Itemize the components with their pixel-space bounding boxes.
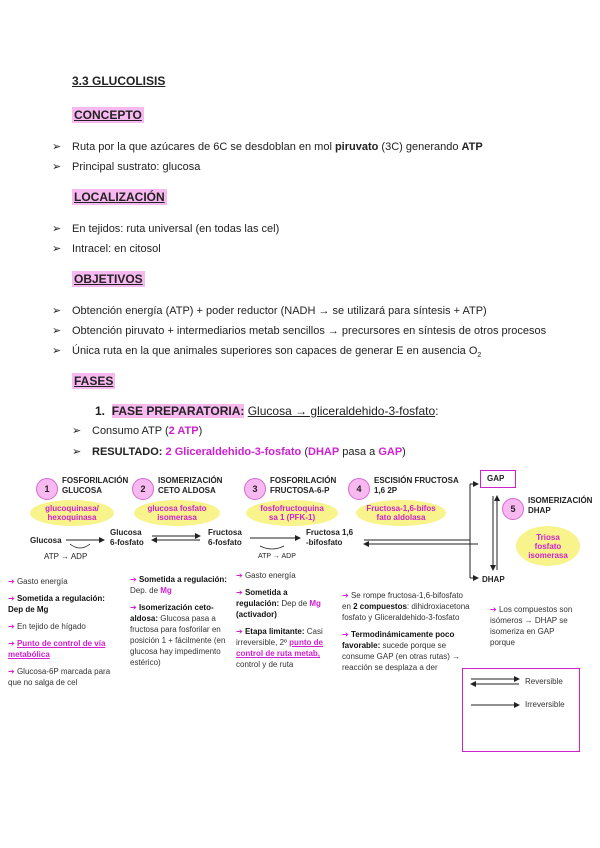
arrow-bullet-icon: ➢ <box>52 345 62 357</box>
phase-1-title: 1. FASE PREPARATORIA: Glucosa → gliceraldehido-3-fosfato: <box>95 404 439 418</box>
section-localizacion-heading: LOCALIZACIÓN <box>74 190 165 204</box>
atp-adp-1: ATP → ADP <box>44 552 88 561</box>
notes-step-4: ➔ Se rompe fructosa-1,6-bifosfato en 2 compuestos: dihidroxiacetona fosfato y Gliceraldehido-3-fosfato ➔ Termodinámicamente poco favorable: sucede porque se consume GAP (en otras rutas) → reacción se desplaza a der <box>342 591 470 672</box>
arrow-bullet-icon: ➢ <box>52 325 62 337</box>
step-2-circle: 2 <box>132 478 154 500</box>
notes-step-1: ➔ Gasto energía ➔ Sometida a regulación: Dep de Mg ➔ En tejido de hígado ➔ Punto de control de vía metabólica ➔ Glucosa-6P marcada para que no salga de cel <box>8 577 111 687</box>
legend-irreversible: Irreversible <box>525 700 565 709</box>
page-title: 3.3 GLUCOLISIS <box>72 74 166 88</box>
legend-reversible: Reversible <box>525 677 563 686</box>
phase-consumo: ➢ Consumo ATP (2 ATP) <box>72 425 203 437</box>
atp-adp-2: ATP → ADP <box>258 553 296 560</box>
section-fases-heading: FASES <box>74 374 114 388</box>
molecule-glucosa: Glucosa <box>30 536 62 545</box>
concepto-bullet-1: ➢ Ruta por la que azúcares de 6C se desdoblan en mol piruvato (3C) generando ATP <box>52 141 483 153</box>
step-4-circle: 4 <box>348 478 370 500</box>
localizacion-bullet-2: ➢ Intracel: en citosol <box>52 243 161 255</box>
phase-resultado: ➢ RESULTADO: 2 Gliceraldehido-3-fosfato (DHAP pasa a GAP) <box>72 446 406 458</box>
step-5-enzyme: Triosa fosfato isomerasa <box>516 526 580 566</box>
concepto-bullet-2: ➢ Principal sustrato: glucosa <box>52 161 201 173</box>
step-5-header: ISOMERIZACIÓN DHAP <box>528 496 593 515</box>
section-objetivos-heading: OBJETIVOS <box>74 272 143 286</box>
molecule-dhap: DHAP <box>482 575 505 584</box>
arrow-bullet-icon: ➢ <box>52 243 62 255</box>
molecule-gap: GAP <box>480 470 516 488</box>
arrow-bullet-icon: ➢ <box>72 446 82 458</box>
molecule-glucosa-6p: Glucosa 6-fosfato <box>110 528 144 547</box>
step-1-header: FOSFORILACIÓN GLUCOSA <box>62 476 129 495</box>
molecule-fructosa-16bp: Fructosa 1,6 -bifosfato <box>306 528 354 547</box>
step-3-enzyme: fosfofructoquina sa 1 (PFK-1) <box>246 500 338 526</box>
arrow-bullet-icon: ➢ <box>52 223 62 235</box>
legend-box <box>462 668 580 752</box>
arrow-bullet-icon: ➢ <box>52 141 62 153</box>
arrow-bullet-icon: ➢ <box>52 161 62 173</box>
localizacion-bullet-1: ➢ En tejidos: ruta universal (en todas las cel) <box>52 223 280 235</box>
notes-step-3: ➔ Gasto energía ➔ Sometida a regulación: Dep de Mg (activador) ➔ Etapa limitante: Casi irreversible, 2º punto de control de ruta metab, control y de ruta <box>236 571 323 669</box>
molecule-fructosa-6p: Fructosa 6-fosfato <box>208 528 242 547</box>
step-2-header: ISOMERIZACIÓN CETO ALDOSA <box>158 476 223 495</box>
step-5-circle: 5 <box>502 498 524 520</box>
objetivos-bullet-3: ➢ Única ruta en la que animales superiores son capaces de generar E en ausencia $O_2$ <box>52 345 482 360</box>
step-3-circle: 3 <box>244 478 266 500</box>
step-1-circle: 1 <box>36 478 58 500</box>
objetivos-bullet-2: ➢ Obtención piruvato + intermediarios metab sencillos → precursores en síntesis de otros procesos <box>52 325 547 337</box>
objetivos-bullet-1: ➢ Obtención energía (ATP) + poder reductor (NADH → se utilizará para síntesis + ATP) <box>52 305 487 317</box>
step-2-enzyme: glucosa fosfato isomerasa <box>134 500 220 526</box>
arrow-bullet-icon: ➢ <box>72 425 82 437</box>
notes-step-2: ➔ Sometida a regulación: Dep. de Mg ➔ Isomerización ceto-aldosa: Glucosa pasa a fructosa para fosforilar en posición 1 + fácilmente (en glucosa hay impedimento estérico) <box>130 575 227 667</box>
notes-step-5: ➔ Los compuestos son isómeros → DHAP se isomeriza en GAP porque <box>490 605 573 647</box>
arrow-bullet-icon: ➢ <box>52 305 62 317</box>
step-4-header: ESCISIÓN FRUCTOSA 1,6 2P <box>374 476 459 495</box>
section-concepto-heading: CONCEPTO <box>74 108 142 122</box>
step-4-enzyme: Fructosa-1,6-bifos fato aldolasa <box>356 500 446 526</box>
step-3-header: FOSFORILACIÓN FRUCTOSA-6-P <box>270 476 337 495</box>
step-1-enzyme: glucoquinasa/ hexoquinasa <box>30 500 114 526</box>
